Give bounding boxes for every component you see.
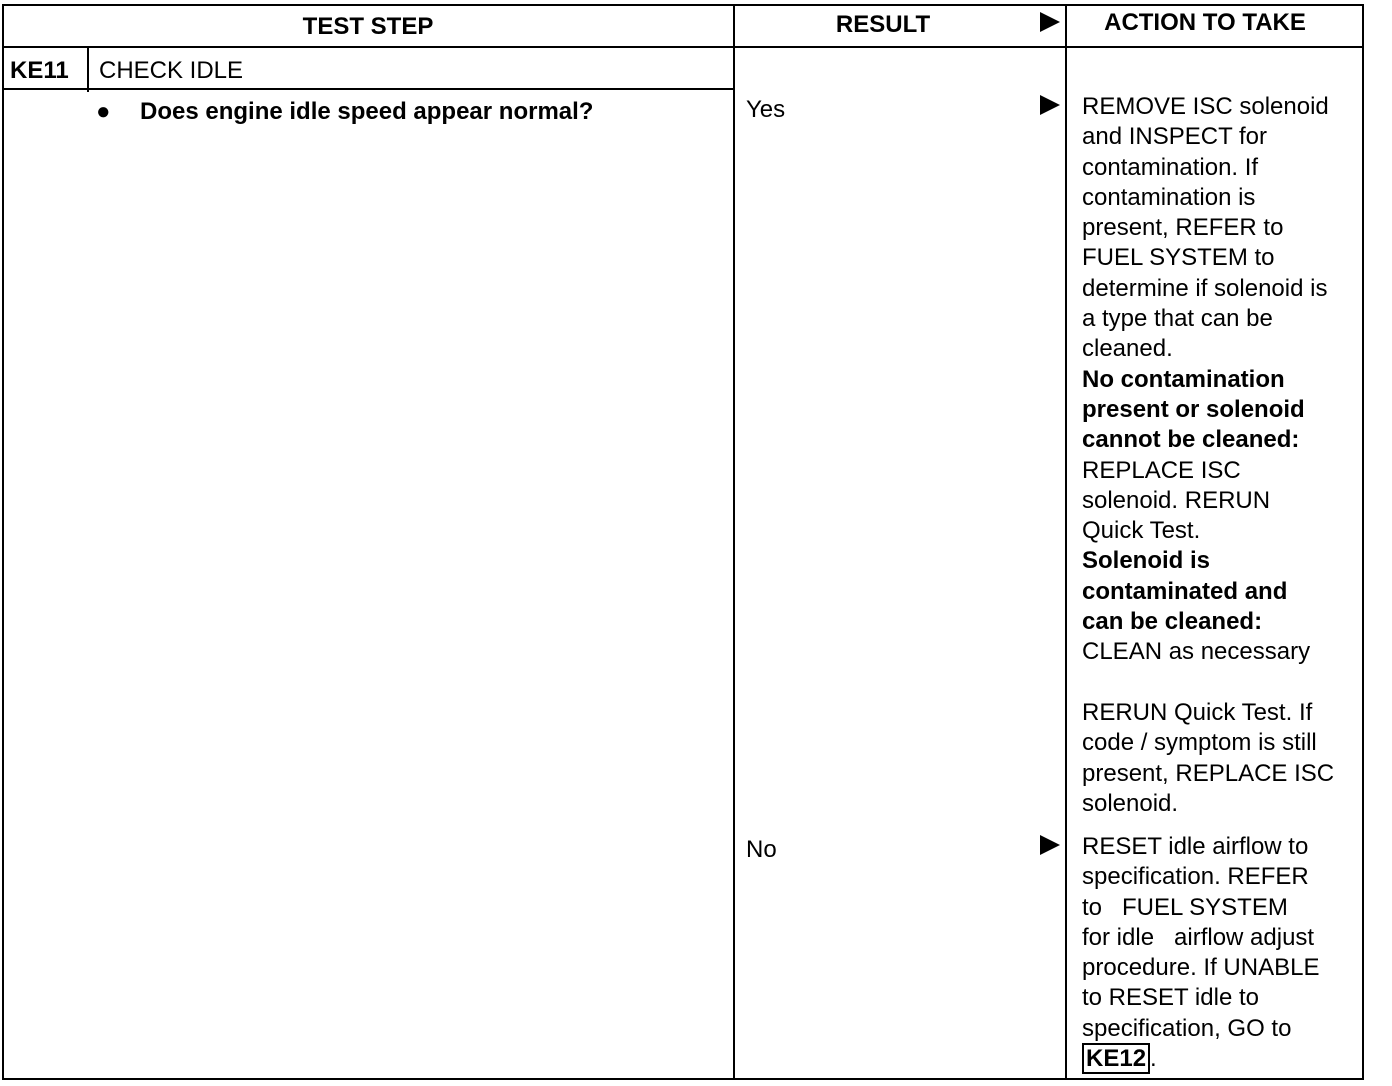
result-yes: Yes (746, 96, 786, 123)
action-yes-line: a type that can be (1082, 305, 1273, 333)
step-code: KE11 (10, 57, 69, 84)
action-yes (1082, 92, 1362, 819)
action-no-line: specification, GO to (1082, 1014, 1292, 1042)
action-yes-line: REPLACE ISC (1082, 456, 1241, 484)
action-yes-line: Quick Test. (1082, 517, 1201, 545)
action-no-line: to FUEL SYSTEM (1082, 893, 1288, 921)
divider-code-title (87, 48, 89, 92)
action-no-line: procedure. If UNABLE (1082, 954, 1320, 982)
divider-test-result (733, 6, 735, 1078)
action-yes-refer: REFER to (1175, 214, 1284, 242)
action-no-line: RESET idle airflow to (1082, 833, 1309, 860)
action-yes-line: No contamination (1082, 365, 1285, 393)
ke12-reference[interactable]: KE12 (1082, 1043, 1150, 1074)
action-yes-present: present, (1082, 214, 1169, 242)
action-yes-line: solenoid. RERUN (1082, 486, 1271, 514)
spacer (1082, 668, 1362, 698)
action-no-line: for idle airflow adjust (1082, 923, 1315, 951)
action-yes-line: cannot be cleaned: (1082, 426, 1300, 454)
header-test-step: TEST STEP (302, 13, 434, 40)
result-no: No (746, 836, 777, 863)
action-yes-line: and INSPECT for (1082, 123, 1267, 151)
action-no-line: to RESET idle to (1082, 984, 1259, 1012)
action-no-line (1082, 1044, 1362, 1074)
action-yes-line: solenoid. (1082, 789, 1179, 817)
action-yes-line: code / symptom is still (1082, 729, 1317, 757)
action-yes-line (1082, 213, 1362, 243)
action-yes-line: cleaned. (1082, 335, 1173, 363)
divider-result-action (1065, 6, 1067, 1078)
action-yes-line: contaminated and (1082, 577, 1288, 605)
action-yes-line: present or solenoid (1082, 395, 1305, 423)
header-result: RESULT (835, 11, 931, 38)
action-yes-line: CLEAN as necessary (1082, 638, 1311, 666)
no-arrow-icon (1040, 835, 1060, 855)
header-action: ACTION TO TAKE (1104, 9, 1306, 36)
action-no-line: specification. REFER (1082, 863, 1309, 891)
action-yes-line: FUEL SYSTEM to (1082, 244, 1275, 272)
action-no (1082, 832, 1362, 1074)
step-question: Does engine idle speed appear normal? (140, 98, 594, 125)
action-yes-line: RERUN Quick Test. If (1082, 698, 1313, 726)
action-yes-line: contamination is (1082, 183, 1256, 211)
action-yes-line: present, REPLACE ISC (1082, 759, 1335, 787)
period: . (1150, 1045, 1157, 1073)
step-title-rule (4, 88, 733, 90)
step-title: CHECK IDLE (99, 57, 244, 84)
bullet-icon: ● (96, 98, 111, 125)
header-rule (4, 46, 1362, 48)
action-yes-line: can be cleaned: (1082, 608, 1263, 636)
action-yes-line: determine if solenoid is (1082, 274, 1328, 302)
action-yes-line: REMOVE ISC solenoid (1082, 93, 1329, 120)
action-yes-line: contamination. If (1082, 153, 1259, 181)
action-yes-line: Solenoid is (1082, 547, 1211, 575)
yes-arrow-icon (1040, 95, 1060, 115)
header-arrow-icon (1040, 12, 1060, 32)
